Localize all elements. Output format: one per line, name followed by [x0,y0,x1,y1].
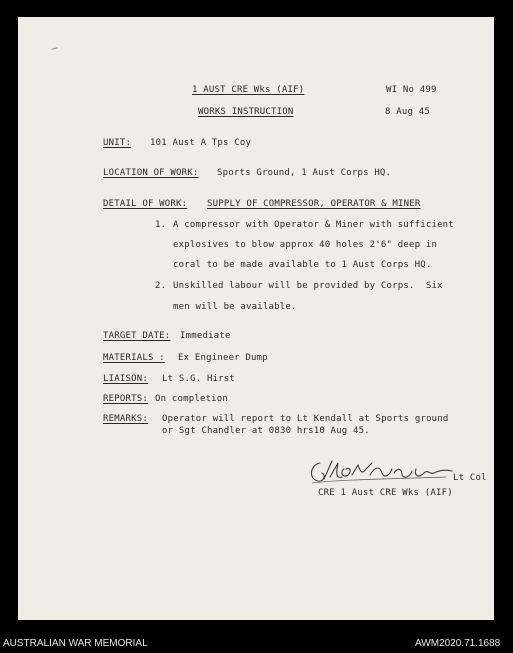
archive-name: AUSTRALIAN WAR MEMORIAL [3,638,148,649]
detail-item-number: 1. [155,220,167,230]
unit-label: UNIT: [103,138,132,148]
reports-label: REPORTS: [103,394,148,404]
signature-title: CRE 1 Aust CRE Wks (AIF) [318,488,453,498]
target-date-label: TARGET DATE: [103,331,171,341]
handwritten-signature [306,455,458,487]
detail-value: SUPPLY OF COMPRESSOR, OPERATOR & MINER [207,199,421,209]
unit-heading: 1 AUST CRE Wks (AIF) [192,85,305,95]
liaison-label: LIAISON: [103,374,148,384]
detail-item-line: men will be available. [173,302,297,312]
document-date: 8 Aug 45 [385,107,430,117]
detail-item-line: coral to be made available to 1 Aust Corps HQ. [173,260,432,270]
liaison-value: Lt S.G. Hirst [162,374,236,384]
remarks-label: REMARKS: [103,414,148,424]
detail-item-line: A compressor with Operator & Miner with sufficient [173,220,454,230]
location-value: Sports Ground, 1 Aust Corps HQ. [217,168,392,178]
signature-rank: Lt Col [453,473,487,483]
reports-value: On completion [155,394,229,404]
detail-item-number: 2. [155,281,167,291]
unit-value: 101 Aust A Tps Coy [150,138,252,148]
document-title: WORKS INSTRUCTION [198,107,294,117]
remarks-line: or Sgt Chandler at 0830 hrs10 Aug 45. [162,426,370,436]
remarks-line: Operator will report to Lt Kendall at Sports ground [162,414,449,424]
location-label: LOCATION OF WORK: [103,168,199,178]
archive-reference: AWM2020.71.1688 [415,638,501,649]
detail-item-line: Unskilled labour will be provided by Corps. Six [173,281,443,291]
materials-label: MATERIALS : [103,353,165,363]
detail-label: DETAIL OF WORK: [103,199,188,209]
target-date-value: Immediate [180,331,231,341]
wi-number: WI No 499 [386,85,437,95]
materials-value: Ex Engineer Dump [178,353,268,363]
detail-item-line: explosives to blow approx 40 holes 2'6" deep in [173,240,438,250]
